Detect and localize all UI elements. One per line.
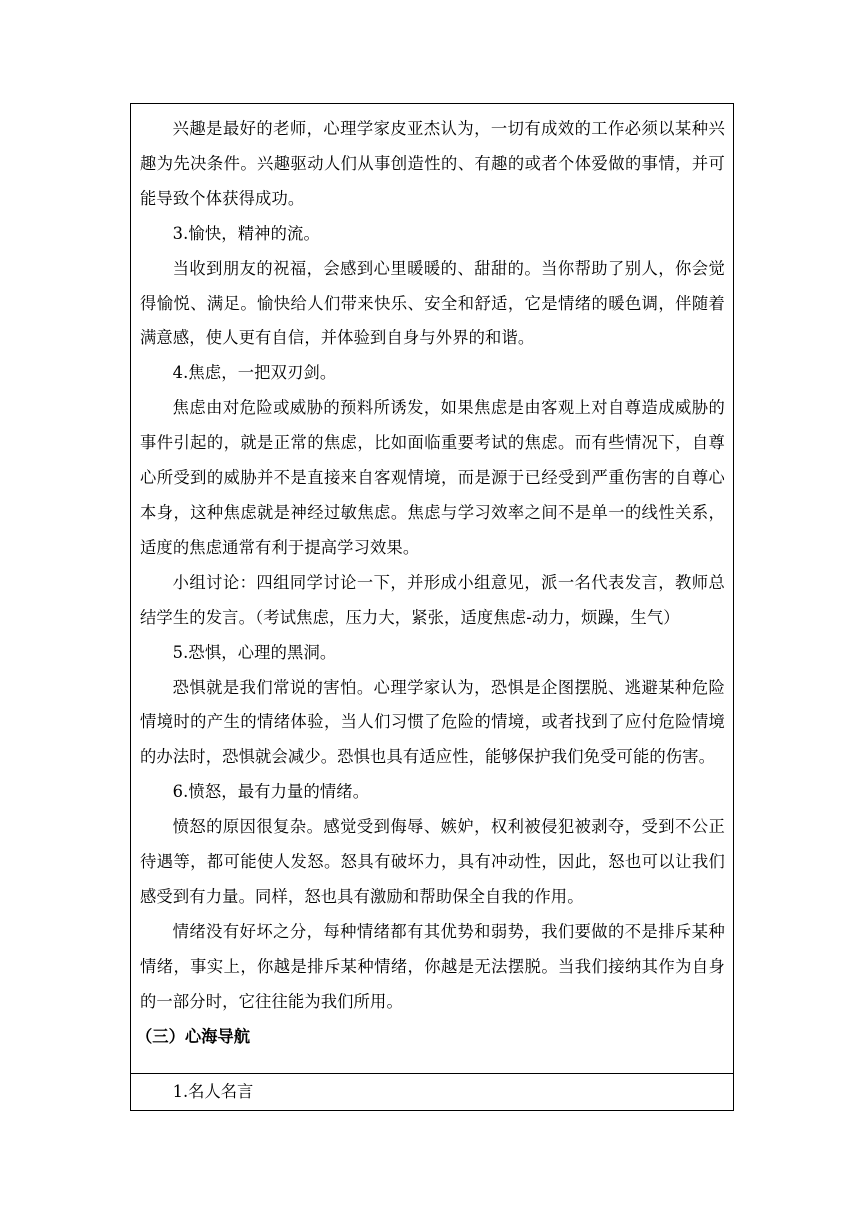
item-heading-anger: 6.愤怒，最有力量的情绪。 (172, 782, 370, 802)
item-heading-anxiety: 4.焦虑，一把双刃剑。 (172, 363, 337, 383)
paragraph-group-discussion: 小组讨论：四组同学讨论一下，并形成小组意见，派一名代表发言，教师总结学生的发言。（考试焦虑，压力大，紧张，适度焦虑-动力，烦躁，生气） (140, 572, 725, 627)
document-body (136, 104, 725, 1054)
paragraph-anger: 愤怒的原因很复杂。感觉受到侮辱、嫉妒，权利被侵犯被剥夺，受到不公正待遇等，都可能使人发怒。怒具有破坏力，具有冲动性，因此，怒也可以让我们感受到有力量。同样，怒也具有激励和帮助保全自我的作用。 (140, 817, 725, 906)
paragraph-emotions-summary: 情绪没有好坏之分，每种情绪都有其优势和弱势，我们要做的不是排斥某种情绪，事实上，你越是排斥某种情绪，你越是无法摆脱。当我们接纳其作为自身的一部分时，它往往能为我们所用。 (140, 921, 725, 1011)
row-divider (131, 1073, 733, 1074)
paragraph-anxiety: 焦虑由对危险或威胁的预料所诱发，如果焦虑是由客观上对自尊造成威胁的事件引起的，就是正常的焦虑，比如面临重要考试的焦虑。而有些情况下，自尊心所受到的威胁并不是直接来自客观情境，而是源于已经受到严重伤害的自尊心本身，这种焦虑就是神经过敏焦虑。焦虑与学习效率之间不是单一的线性关系，适度的焦虑通常有利于提高学习效果。 (140, 398, 725, 557)
paragraph-joy: 当收到朋友的祝福，会感到心里暖暖的、甜甜的。当你帮助了别人，你会觉得愉悦、满足。愉快给人们带来快乐、安全和舒适，它是情绪的暖色调，伴随着满意感，使人更有自信，并体验到自身与外界的和谐。 (140, 258, 725, 348)
paragraph-fear: 恐惧就是我们常说的害怕。心理学家认为，恐惧是企图摆脱、逃避某种危险情境时的产生的情绪体验，当人们习惯了危险的情境，或者找到了应付危险情境的办法时，恐惧就会减少。恐惧也具有适应性，能够保护我们免受可能的伤害。 (140, 677, 725, 767)
item-heading-quotes: 1.名人名言 (172, 1082, 254, 1101)
item-heading-fear: 5.恐惧，心理的黑洞。 (172, 642, 337, 662)
paragraph-interest: 兴趣是最好的老师，心理学家皮亚杰认为，一切有成效的工作必须以某种兴趣为先决条件。兴趣驱动人们从事创造性的、有趣的或者个体爱做的事情，并可能导致个体获得成功。 (140, 119, 725, 208)
section-heading: （三）心海导航 (136, 1026, 250, 1046)
document-table-cell (130, 103, 734, 1111)
item-heading-joy: 3.愉快，精神的流。 (172, 223, 320, 243)
